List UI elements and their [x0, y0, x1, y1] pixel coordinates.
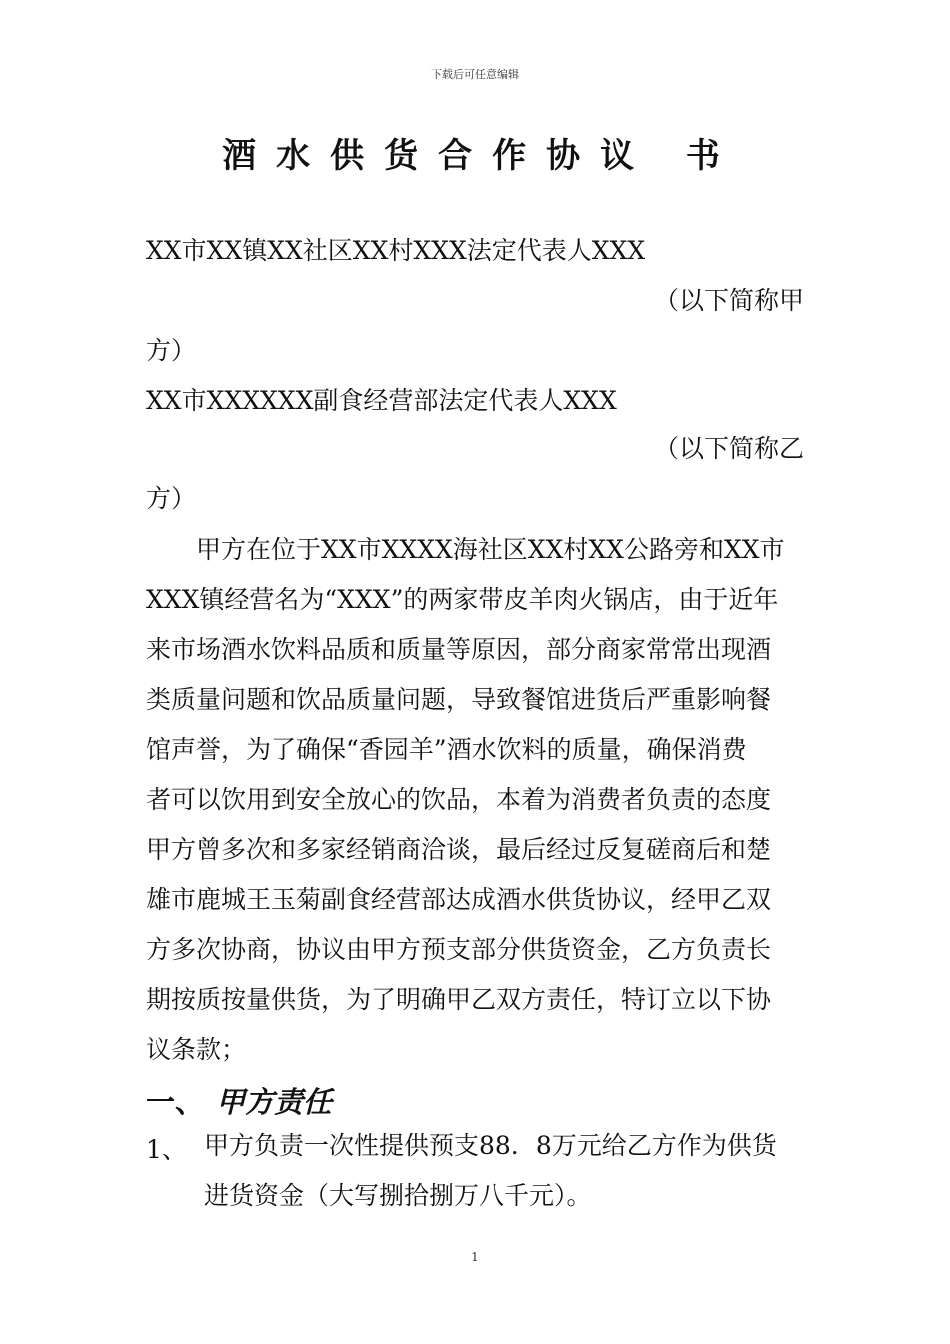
party-a-line-2: （以下简称甲 [653, 286, 804, 315]
intro-line: 者可以饮用到安全放心的饮品，本着为消费者负责的态度 [146, 785, 772, 814]
header-note: 下载后可任意编辑 [431, 68, 519, 81]
intro-line: 甲方曾多次和多家经销商洽谈，最后经过反复磋商后和楚 [146, 835, 772, 864]
page-number: 1 [471, 1250, 479, 1264]
party-a-line-1: XX市XX镇XX社区XX村XXX法定代表人XXX [146, 236, 646, 265]
intro-line: 期按质按量供货，为了明确甲乙双方责任，特订立以下协 [146, 985, 772, 1014]
intro-line: 议条款； [146, 1035, 247, 1064]
section-title: 甲方责任 [216, 1085, 333, 1119]
intro-line: 来市场酒水饮料品质和质量等原因，部分商家常常出现酒 [146, 635, 772, 664]
intro-line: 类质量问题和饮品质量问题，导致餐馆进货后严重影响餐 [146, 685, 772, 714]
party-b-line-2: （以下简称乙 [653, 434, 804, 463]
section-number: 一、 [146, 1085, 205, 1119]
intro-line: 方多次协商，协议由甲方预支部分供货资金，乙方负责长 [146, 935, 772, 964]
section-heading [146, 1080, 332, 1121]
party-a-line-3: 方） [146, 336, 197, 365]
party-b-line-1: XX市XXXXXX副食经营部法定代表人XXX [146, 386, 617, 415]
item-line: 进货资金（大写捌拾捌万八千元）。 [204, 1181, 592, 1210]
intro-line: 馆声誉，为了确保“香园羊”酒水饮料的质量，确保消费 [146, 735, 747, 764]
item-line: 甲方负责一次性提供预支88．8万元给乙方作为供货 [204, 1131, 777, 1160]
document-title: 酒水供货合作协议 书 [222, 136, 740, 176]
intro-line: 雄市鹿城王玉菊副食经营部达成酒水供货协议，经甲乙双 [146, 885, 772, 914]
party-b-line-3: 方） [146, 484, 197, 513]
intro-line: XXX镇经营名为“XXX”的两家带皮羊肉火锅店，由于近年 [146, 585, 779, 614]
intro-line: 甲方在位于XX市XXXX海社区XX村XX公路旁和XX市 [196, 535, 785, 564]
item-number: 1、 [146, 1135, 187, 1164]
